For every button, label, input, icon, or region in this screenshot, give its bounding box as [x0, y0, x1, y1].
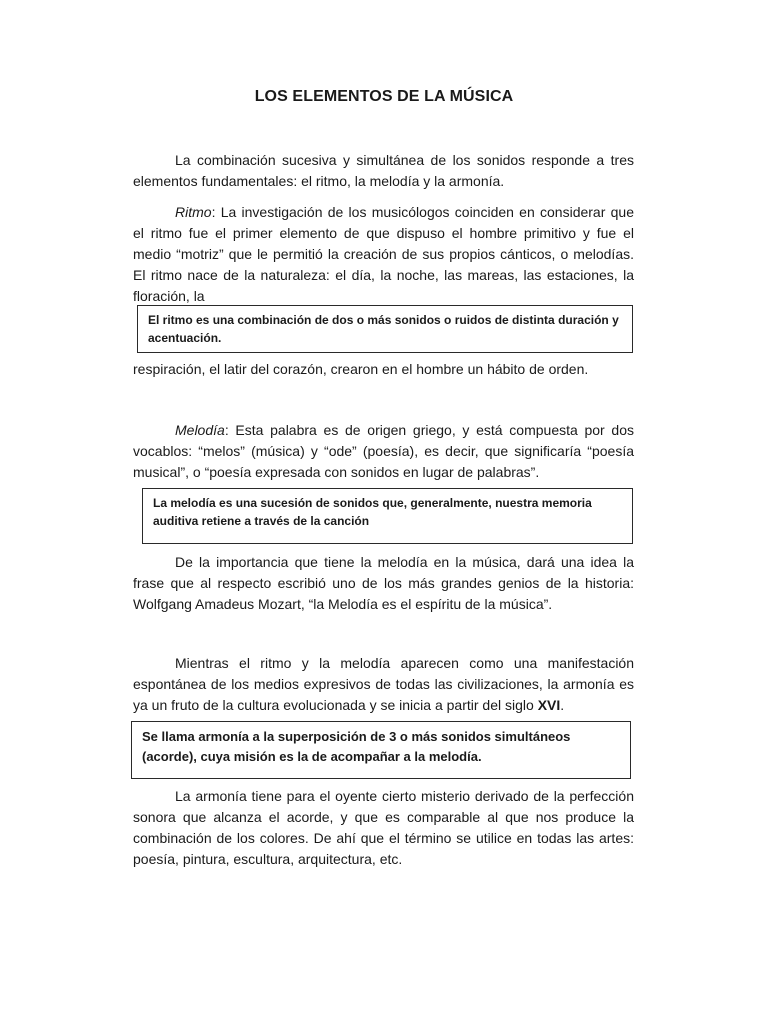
melodia-definition: La melodía es una sucesión de sonidos que, generalmente, nuestra memoria auditiva retiene a través de la canción	[153, 496, 592, 528]
armonia-definition-box	[131, 721, 631, 779]
armonia-century: XVI	[537, 697, 561, 713]
armonia-end: .	[560, 697, 565, 713]
mozart-paragraph: De la importancia que tiene la melodía en la música, dará una idea la frase que al respecto escribió uno de los más grandes genios de la historia: Wolfgang Amadeus Mozart, “la Melodía es el espíritu de la música”.	[133, 554, 634, 612]
melodia-term: Melodía	[175, 422, 225, 438]
armonia-definition: Se llama armonía a la superposición de 3 o más sonidos simultáneos (acorde), cuya misión es la de acompañar a la melodía.	[142, 729, 571, 764]
melodia-text: : Esta palabra es de origen griego, y está compuesta por dos vocablos: “melos” (música) y “ode” (poesía), es decir, que significaría “poesía musical”, o “poesía expresada con sonidos en lugar de palabras”.	[133, 422, 634, 480]
intro-paragraph: La combinación sucesiva y simultánea de los sonidos responde a tres elementos fundamentales: el ritmo, la melodía y la armonía.	[133, 152, 634, 189]
ritmo-term: Ritmo	[175, 204, 212, 220]
armonia-closing: La armonía tiene para el oyente cierto misterio derivado de la perfección sonora que alcanza el acorde, y que es comparable al que nos produce la combinación de los colores. De ahí que el término se utilice en todas las artes: poesía, pintura, escultura, arquitectura, etc.	[133, 788, 634, 867]
melodia-definition-box	[142, 488, 633, 544]
armonia-text: Mientras el ritmo y la melodía aparecen como una manifestación espontánea de los medios expresivos de todas las civilizaciones, la armonía es ya un fruto de la cultura evolucionada y se inicia a partir del siglo	[133, 655, 634, 713]
ritmo-definition: El ritmo es una combinación de dos o más sonidos o ruidos de distinta duración y acentuación.	[148, 313, 619, 345]
page-title: LOS ELEMENTOS DE LA MÚSICA	[254, 88, 514, 105]
ritmo-text: : La investigación de los musicólogos coinciden en considerar que el ritmo fue el primer elemento de que dispuso el hombre primitivo y fue el medio “motriz” que le permitió la creación de sus propios cánticos, o melodías. El ritmo nace de la naturaleza: el día, la noche, las mareas, las estaciones, la floración, la	[133, 204, 634, 304]
ritmo-definition-box	[137, 305, 633, 353]
ritmo-continuation: respiración, el latir del corazón, crearon en el hombre un hábito de orden.	[133, 361, 589, 377]
armonia-paragraph	[133, 653, 634, 716]
melodia-paragraph	[133, 420, 634, 483]
ritmo-paragraph	[133, 202, 634, 307]
